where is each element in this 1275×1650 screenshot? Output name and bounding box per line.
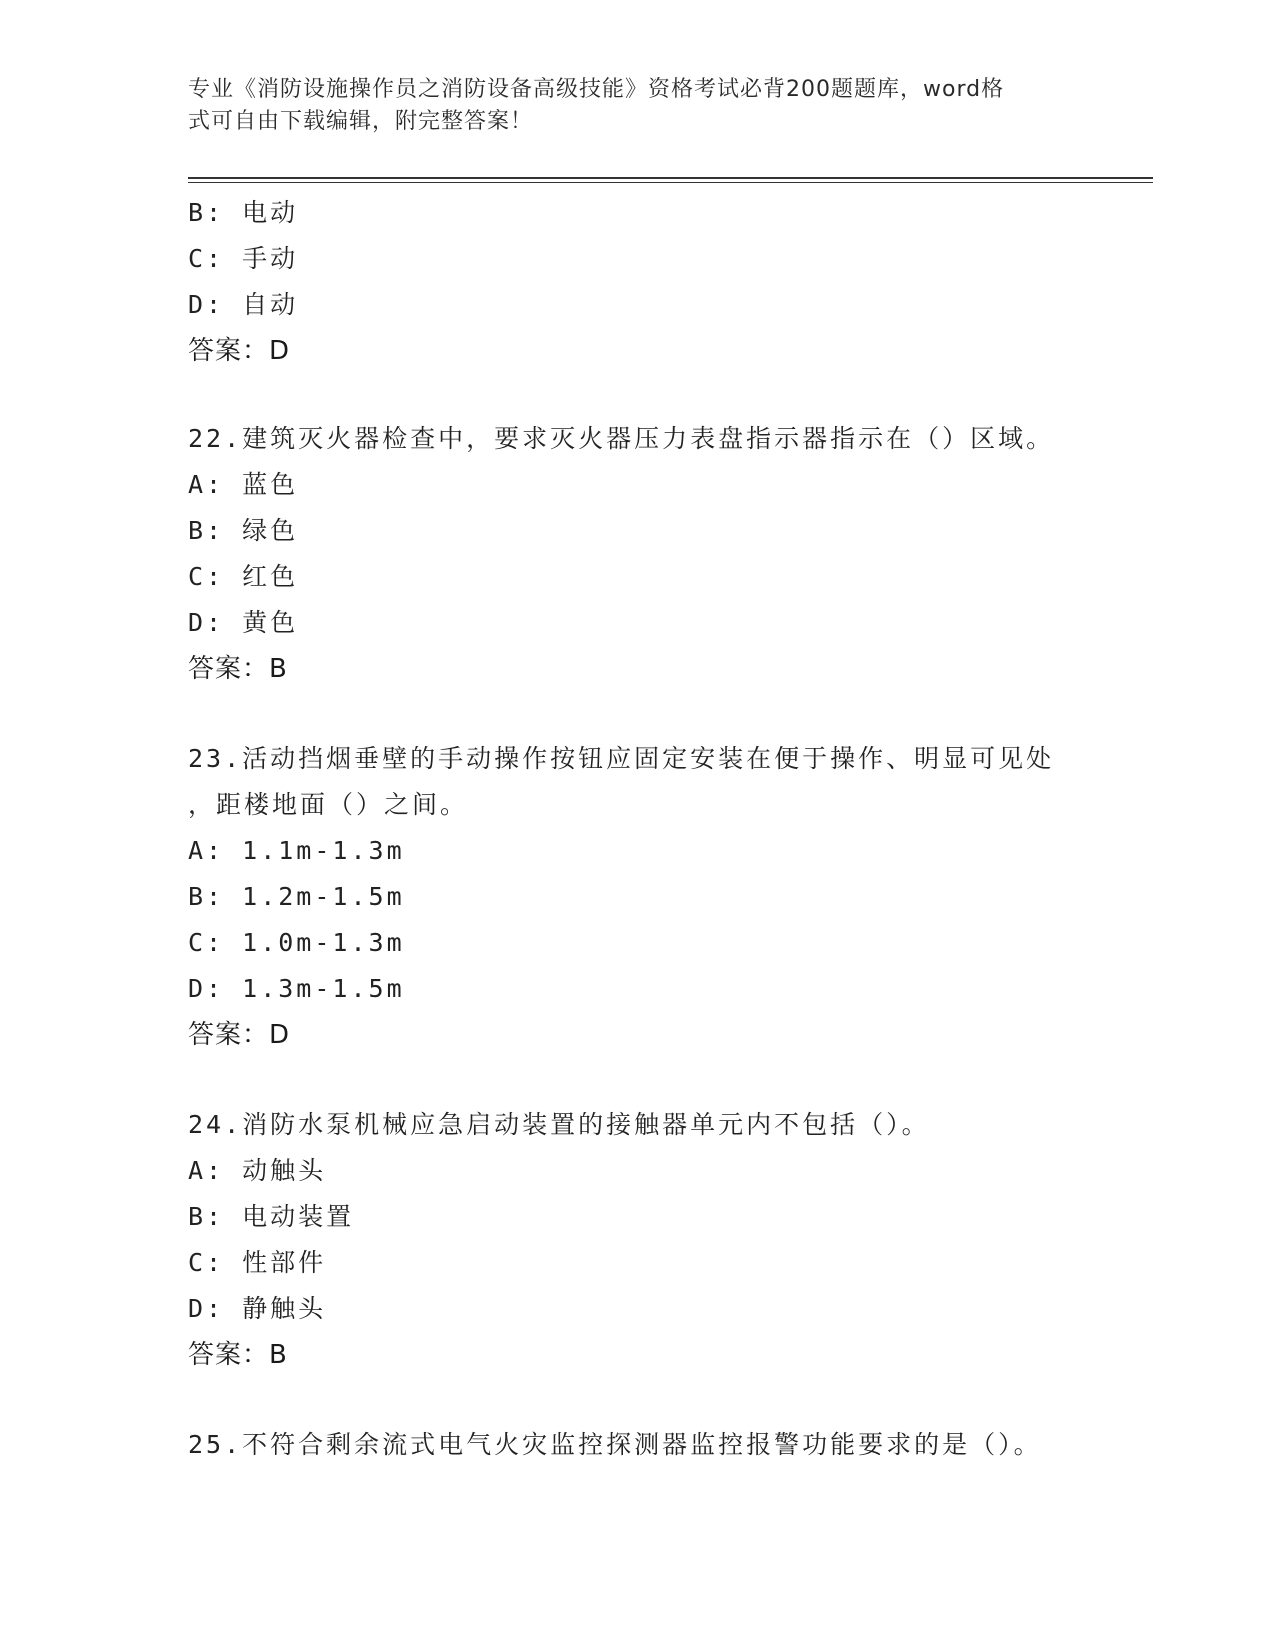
header-line-1: 专业《消防设施操作员之消防设备高级技能》资格考试必背200题题库，word格 bbox=[188, 77, 1005, 102]
question-text-continuation: ，距楼地面（）之间。 bbox=[188, 790, 469, 819]
option-d: D: 黄色 bbox=[188, 608, 299, 637]
question-block-23 bbox=[188, 736, 1088, 1058]
question-text: 24.消防水泵机械应急启动装置的接触器单元内不包括（）。 bbox=[188, 1110, 930, 1139]
spacer bbox=[188, 374, 1088, 416]
option-c: C: 手动 bbox=[188, 244, 299, 273]
option-c: C: 性部件 bbox=[188, 1248, 327, 1277]
option-b: B: 绿色 bbox=[188, 516, 299, 545]
header-rule-top bbox=[188, 177, 1153, 179]
option-d: D: 自动 bbox=[188, 290, 299, 319]
answer-line: 答案：D bbox=[188, 336, 291, 366]
spacer bbox=[188, 692, 1088, 736]
question-text: 22.建筑灭火器检查中，要求灭火器压力表盘指示器指示在（）区域。 bbox=[188, 424, 1055, 453]
option-c: C: 红色 bbox=[188, 562, 299, 591]
question-block-21 bbox=[188, 190, 1088, 374]
answer-line: 答案：B bbox=[188, 654, 288, 684]
option-b: B: 电动 bbox=[188, 198, 299, 227]
question-block-24 bbox=[188, 1102, 1088, 1378]
option-d: D: 1.3m-1.5m bbox=[188, 974, 405, 1003]
question-text: 23.活动挡烟垂壁的手动操作按钮应固定安装在便于操作、明显可见处 bbox=[188, 744, 1055, 773]
option-a: A: 动触头 bbox=[188, 1156, 327, 1185]
question-text: 25.不符合剩余流式电气火灾监控探测器监控报警功能要求的是（）。 bbox=[188, 1430, 1042, 1459]
header-rule-bottom bbox=[188, 182, 1153, 183]
option-b: B: 1.2m-1.5m bbox=[188, 882, 405, 911]
document-header bbox=[188, 74, 1088, 138]
option-a: A: 1.1m-1.3m bbox=[188, 836, 405, 865]
question-block-25 bbox=[188, 1422, 1088, 1468]
question-block-22 bbox=[188, 416, 1088, 692]
option-d: D: 静触头 bbox=[188, 1294, 327, 1323]
option-b: B: 电动装置 bbox=[188, 1202, 355, 1231]
spacer bbox=[188, 1378, 1088, 1422]
option-c: C: 1.0m-1.3m bbox=[188, 928, 405, 957]
spacer bbox=[188, 1058, 1088, 1102]
header-line-2: 式可自由下载编辑，附完整答案！ bbox=[188, 109, 534, 134]
answer-line: 答案：B bbox=[188, 1340, 288, 1370]
answer-line: 答案：D bbox=[188, 1020, 291, 1050]
question-list bbox=[188, 190, 1088, 1468]
option-a: A: 蓝色 bbox=[188, 470, 299, 499]
